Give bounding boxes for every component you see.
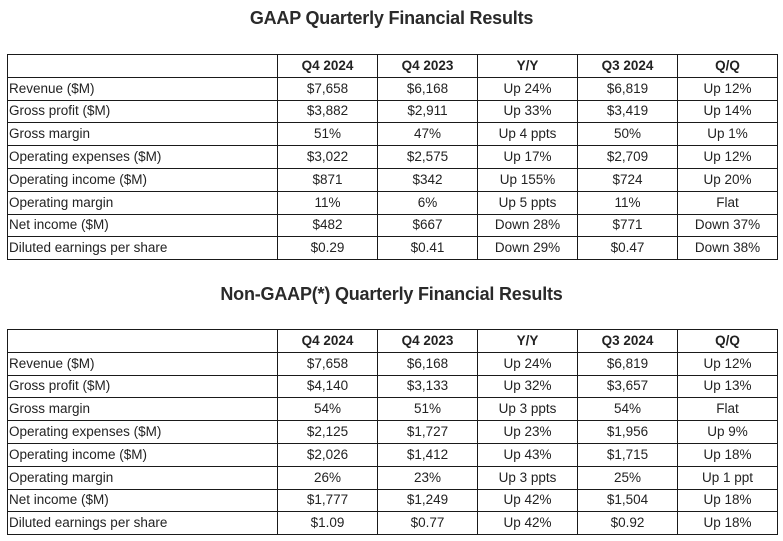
cell-q4-2023: 6%	[378, 191, 478, 214]
cell-q4-2023: 23%	[378, 466, 478, 489]
cell-q4-2023: $3,133	[378, 375, 478, 398]
cell-q4-2024: $1,777	[278, 489, 378, 512]
cell-quarter-over-quarter: Up 18%	[678, 512, 778, 535]
table-row	[8, 77, 778, 100]
cell-q3-2024: $1,715	[578, 443, 678, 466]
header-year-over-year: Y/Y	[478, 330, 578, 353]
table-row	[8, 466, 778, 489]
cell-quarter-over-quarter: Up 18%	[678, 443, 778, 466]
table-row	[8, 443, 778, 466]
cell-quarter-over-quarter: Down 37%	[678, 214, 778, 237]
cell-q4-2024: $7,658	[278, 352, 378, 375]
table-row	[8, 512, 778, 535]
table-row	[8, 421, 778, 444]
cell-q3-2024: 54%	[578, 398, 678, 421]
nongaap-section-title: Non-GAAP(*) Quarterly Financial Results	[220, 284, 563, 304]
cell-q4-2023: $6,168	[378, 352, 478, 375]
row-label: Operating margin	[8, 191, 278, 214]
row-label: Gross profit ($M)	[8, 100, 278, 123]
cell-q4-2023: $2,911	[378, 100, 478, 123]
cell-q4-2023: 51%	[378, 398, 478, 421]
cell-year-over-year: Up 3 ppts	[478, 398, 578, 421]
row-label: Diluted earnings per share	[8, 512, 278, 535]
cell-q3-2024: $6,819	[578, 77, 678, 100]
cell-q4-2024: 26%	[278, 466, 378, 489]
cell-q4-2023: $0.41	[378, 237, 478, 260]
header-q3-2024: Q3 2024	[578, 55, 678, 78]
cell-year-over-year: Up 3 ppts	[478, 466, 578, 489]
row-label: Diluted earnings per share	[8, 237, 278, 260]
cell-q3-2024: 25%	[578, 466, 678, 489]
cell-quarter-over-quarter: Up 1%	[678, 123, 778, 146]
cell-q3-2024: 50%	[578, 123, 678, 146]
header-label-column	[8, 330, 278, 353]
cell-quarter-over-quarter: Up 18%	[678, 489, 778, 512]
cell-year-over-year: Up 43%	[478, 443, 578, 466]
row-label: Operating income ($M)	[8, 443, 278, 466]
nongaap-results-table	[7, 329, 778, 535]
cell-year-over-year: Up 42%	[478, 489, 578, 512]
cell-q4-2024: $3,882	[278, 100, 378, 123]
row-label: Operating margin	[8, 466, 278, 489]
cell-q4-2023: $6,168	[378, 77, 478, 100]
row-label: Gross margin	[8, 398, 278, 421]
row-label: Gross profit ($M)	[8, 375, 278, 398]
cell-year-over-year: Up 17%	[478, 146, 578, 169]
cell-quarter-over-quarter: Up 13%	[678, 375, 778, 398]
cell-year-over-year: Up 24%	[478, 77, 578, 100]
cell-q4-2024: $7,658	[278, 77, 378, 100]
table-row	[8, 398, 778, 421]
cell-year-over-year: Up 23%	[478, 421, 578, 444]
cell-quarter-over-quarter: Up 20%	[678, 168, 778, 191]
table-row	[8, 100, 778, 123]
header-quarter-over-quarter: Q/Q	[678, 55, 778, 78]
header-q4-2024: Q4 2024	[278, 55, 378, 78]
row-label: Revenue ($M)	[8, 77, 278, 100]
table-row	[8, 146, 778, 169]
row-label: Operating expenses ($M)	[8, 146, 278, 169]
cell-year-over-year: Up 155%	[478, 168, 578, 191]
gaap-results-table	[7, 54, 778, 260]
table-header-row	[8, 55, 778, 78]
cell-q3-2024: 11%	[578, 191, 678, 214]
header-label-column	[8, 55, 278, 78]
cell-quarter-over-quarter: Up 9%	[678, 421, 778, 444]
cell-q3-2024: $724	[578, 168, 678, 191]
row-label: Operating expenses ($M)	[8, 421, 278, 444]
cell-q4-2024: $4,140	[278, 375, 378, 398]
cell-year-over-year: Up 24%	[478, 352, 578, 375]
table-row	[8, 489, 778, 512]
header-q4-2023: Q4 2023	[378, 55, 478, 78]
row-label: Gross margin	[8, 123, 278, 146]
cell-q4-2024: 11%	[278, 191, 378, 214]
cell-year-over-year: Up 4 ppts	[478, 123, 578, 146]
header-year-over-year: Y/Y	[478, 55, 578, 78]
cell-quarter-over-quarter: Up 1 ppt	[678, 466, 778, 489]
cell-q4-2023: $1,249	[378, 489, 478, 512]
cell-quarter-over-quarter: Down 38%	[678, 237, 778, 260]
cell-q3-2024: $771	[578, 214, 678, 237]
cell-q4-2023: 47%	[378, 123, 478, 146]
cell-year-over-year: Down 29%	[478, 237, 578, 260]
cell-q3-2024: $2,709	[578, 146, 678, 169]
cell-q3-2024: $6,819	[578, 352, 678, 375]
cell-q4-2024: $3,022	[278, 146, 378, 169]
cell-q3-2024: $0.92	[578, 512, 678, 535]
row-label: Net income ($M)	[8, 214, 278, 237]
table-row	[8, 352, 778, 375]
cell-q4-2023: $1,412	[378, 443, 478, 466]
cell-q4-2023: $0.77	[378, 512, 478, 535]
cell-q4-2024: $2,026	[278, 443, 378, 466]
cell-q3-2024: $3,657	[578, 375, 678, 398]
cell-quarter-over-quarter: Up 12%	[678, 146, 778, 169]
cell-q3-2024: $1,504	[578, 489, 678, 512]
cell-q3-2024: $0.47	[578, 237, 678, 260]
table-row	[8, 191, 778, 214]
header-quarter-over-quarter: Q/Q	[678, 330, 778, 353]
cell-q4-2024: $0.29	[278, 237, 378, 260]
cell-year-over-year: Down 28%	[478, 214, 578, 237]
cell-q4-2023: $342	[378, 168, 478, 191]
cell-q4-2023: $1,727	[378, 421, 478, 444]
cell-q4-2024: 54%	[278, 398, 378, 421]
cell-year-over-year: Up 5 ppts	[478, 191, 578, 214]
cell-q4-2024: $482	[278, 214, 378, 237]
cell-q4-2023: $2,575	[378, 146, 478, 169]
header-q4-2024: Q4 2024	[278, 330, 378, 353]
cell-quarter-over-quarter: Up 14%	[678, 100, 778, 123]
cell-q4-2024: 51%	[278, 123, 378, 146]
cell-year-over-year: Up 42%	[478, 512, 578, 535]
cell-q4-2024: $871	[278, 168, 378, 191]
cell-q4-2023: $667	[378, 214, 478, 237]
table-row	[8, 168, 778, 191]
cell-quarter-over-quarter: Up 12%	[678, 77, 778, 100]
header-q3-2024: Q3 2024	[578, 330, 678, 353]
cell-q4-2024: $1.09	[278, 512, 378, 535]
cell-quarter-over-quarter: Flat	[678, 398, 778, 421]
cell-quarter-over-quarter: Flat	[678, 191, 778, 214]
table-row	[8, 237, 778, 260]
header-q4-2023: Q4 2023	[378, 330, 478, 353]
row-label: Revenue ($M)	[8, 352, 278, 375]
cell-q3-2024: $3,419	[578, 100, 678, 123]
cell-quarter-over-quarter: Up 12%	[678, 352, 778, 375]
gaap-section-title: GAAP Quarterly Financial Results	[249, 8, 534, 28]
cell-q4-2024: $2,125	[278, 421, 378, 444]
cell-q3-2024: $1,956	[578, 421, 678, 444]
row-label: Operating income ($M)	[8, 168, 278, 191]
table-row	[8, 214, 778, 237]
table-header-row	[8, 330, 778, 353]
table-row	[8, 375, 778, 398]
cell-year-over-year: Up 32%	[478, 375, 578, 398]
cell-year-over-year: Up 33%	[478, 100, 578, 123]
row-label: Net income ($M)	[8, 489, 278, 512]
table-row	[8, 123, 778, 146]
